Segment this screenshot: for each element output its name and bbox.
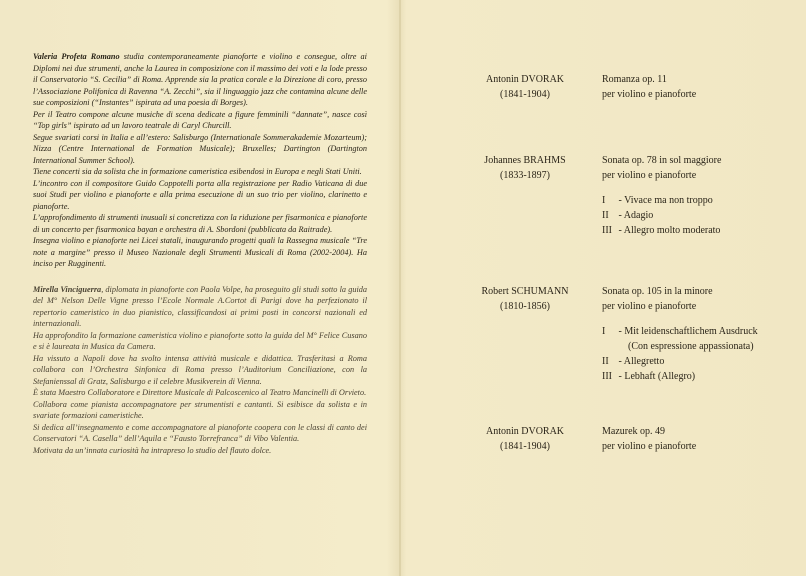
work-title: Sonata op. 78 in sol maggiore <box>602 155 722 166</box>
movement-subtitle: (Con espressione appassionata) <box>628 341 754 352</box>
composer <box>470 284 580 314</box>
work <box>602 424 802 454</box>
bio-mirella <box>33 284 367 457</box>
movement: II - Allegretto <box>602 356 665 367</box>
bio-paragraph: Valeria Profeta Romano studia contemporaneamente pianoforte e violino e consegue, oltre ai Diplomi nei due strumenti, anche la Laurea in composizione con il massimo dei voti e la lode presso il Conservatorio “S. Cecilia” di Roma. Apprende sia la pratica corale e la Direzione di coro, presso l’Associazione Polifonica di Ravenna “A. Zecchi”, sia il linguaggio jazz che contamina alcune delle sue composizioni (“Instantes” ispirata ad una poesia di Borges). <box>33 52 367 107</box>
bio-paragraph: Tiene concerti sia da solista che in formazione cameristica esibendosi in Europa e negli Stati Uniti. <box>33 167 362 176</box>
composer-name: Johannes BRAHMS <box>484 155 566 166</box>
work-title: Mazurek op. 49 <box>602 426 666 437</box>
bio-paragraph: Motivata da un’innata curiosità ha intrapreso lo studio del flauto dolce. <box>33 445 272 455</box>
work <box>602 153 802 183</box>
bio-paragraph: Segue svariati corsi in Italia e all’estero: Salisburgo (Internationale Sommerakademie Mozarteum); Nizza (Centre International de Formation Musicale); Bruxelles; Dartington (Dartington International Summer School). <box>33 132 367 165</box>
work-instrumentation: per violino e pianoforte <box>602 301 697 312</box>
work-instrumentation: per violino e pianoforte <box>602 170 697 181</box>
composer-name: Robert SCHUMANN <box>481 286 569 297</box>
bio-paragraph: Ha approfondito la formazione cameristica violino e pianoforte sotto la guida del M° Felice Cusano e si è laureata in Musica da Camera. <box>33 330 367 351</box>
bio-valeria <box>33 51 367 270</box>
composer-dates: (1841-1904) <box>500 441 550 452</box>
composer <box>470 153 580 183</box>
biographies <box>33 51 367 456</box>
movement: I - Mit leidenschaftlichem Ausdruck <box>602 326 758 337</box>
bio-paragraph: Si dedica all’insegnamento e come accompagnatore al pianoforte coopera con le classi di canto dei Conservatori “A. Casella” dell’Aquila e “Fausto Torrefranca” di Vibo Valentia. <box>33 422 367 443</box>
composer-name: Antonin DVORAK <box>485 426 565 437</box>
composer <box>470 72 580 102</box>
movement: II - Adagio <box>602 210 654 221</box>
composer <box>470 424 580 454</box>
composer-dates: (1841-1904) <box>500 89 550 100</box>
movement: I - Vivace ma non troppo <box>602 195 713 206</box>
work <box>602 72 802 102</box>
bio-paragraph: È stata Maestro Collaboratore e Direttore Musicale di Palcoscenico al Teatro Mancinelli di Orvieto. <box>33 388 367 397</box>
composer-dates: (1833-1897) <box>500 170 550 181</box>
work-title: Romanza op. 11 <box>602 74 667 85</box>
bio-paragraph: Collabora come pianista accompagnatore per strumentisti e cantanti. Si esibisce da solista e in svariate formazioni cameristiche. <box>33 399 367 420</box>
movement-list <box>602 193 802 238</box>
performer-name: Valeria Profeta Romano <box>33 52 120 61</box>
work <box>602 284 802 314</box>
bio-paragraph: Ha vissuto a Napoli dove ha svolto intensa attività musicale e didattica. Trasferitasi a Roma collabora con l’Orchestra Sinfonica di Roma presso l’Auditorium Conciliazione, con la Stefanienssal di Gratz, Salisburgo e il celebre Musikverein di Vienna. <box>33 353 367 386</box>
bio-paragraph: L’approfondimento di strumenti inusuali si concretizza con la riduzione per fisarmonica e pianoforte di un concerto per fisarmonica bayan e orchestra di A. Sbordoni (pubblicata da Raitrade). <box>33 213 367 234</box>
bio-paragraph: Insegna violino e pianoforte nei Licei statali, inaugurando progetti quali la Rassegna musicale “Tre note a margine” presso il Museo Nazionale degli Strumenti Musicali di Roma (2002-2004). Ha inciso per Rugginenti. <box>33 236 367 268</box>
composer-dates: (1810-1856) <box>500 301 550 312</box>
bio-paragraph: Per il Teatro compone alcune musiche di scena dedicate a figure femminili “dannate”, nasce così “Top girls” ispirato ad un lavoro teatrale di Caryl Churcill. <box>33 109 367 130</box>
bio-paragraph: Mirella Vinciguerra, diplomata in pianoforte con Paola Volpe, ha proseguito gli studi sotto la guida del M° Nelson Delle Vigne presso l’Ecole Normale A.Cortot di Parigi dove ha perfezionato il repertorio cameristico in duo pianistico, classificandosi ai primi posti in concorsi nazionali ed internazionali. <box>33 284 367 328</box>
work-instrumentation: per violino e pianoforte <box>602 89 697 100</box>
movement-list <box>602 324 802 384</box>
bio-paragraph: L’incontro con il compositore Guido Coppotelli porta alla registrazione per Radio Vaticana di due suoi Studi per violino e pianoforte e alla prima esecuzione di un suo trio per violino, clarinetto e pianoforte. <box>33 178 367 211</box>
movement: III - Allegro molto moderato <box>602 225 721 236</box>
performer-name: Mirella Vinciguerra <box>33 284 102 294</box>
work-title: Sonata op. 105 in la minore <box>602 286 713 297</box>
movement: III - Lebhaft (Allegro) <box>602 371 696 382</box>
work-instrumentation: per violino e pianoforte <box>602 441 697 452</box>
composer-name: Antonin DVORAK <box>485 74 565 85</box>
page-fold <box>399 0 401 576</box>
